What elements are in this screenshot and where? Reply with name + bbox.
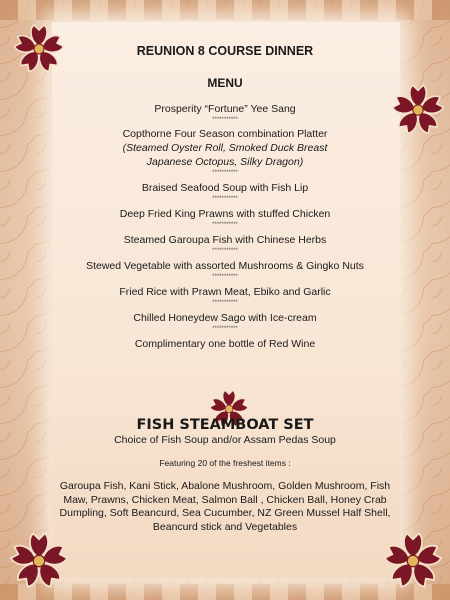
separator: *********** [212,326,238,332]
course-item: Complimentary one bottle of Red Wine [134,338,316,350]
course-item: Prosperity “Fortune” Yee Sang [154,103,296,115]
course-item: Chilled Honeydew Sago with Ice-cream [133,312,317,324]
top-border [0,0,450,20]
flower-icon-top-right [390,82,446,138]
separator: *********** [212,300,238,306]
course-item: Deep Fried King Prawns with stuffed Chicken [119,208,331,220]
separator: *********** [212,274,238,280]
separator: *********** [212,117,238,123]
course-item: Braised Seafood Soup with Fish Lip [141,182,309,194]
steamboat-choice: Choice of Fish Soup and/or Assam Pedas Soup [114,434,336,446]
steamboat-featuring: Featuring 20 of the freshest items : [159,458,291,468]
separator: *********** [212,222,238,228]
course-detail: (Steamed Oyster Roll, Smoked Duck Breast [122,142,328,154]
menu-content [55,40,395,534]
menu-heading: MENU [207,76,243,90]
separator: *********** [212,170,238,176]
separator: *********** [212,196,238,202]
course-item: Steamed Garoupa Fish with Chinese Herbs [123,234,327,246]
course-item: Fried Rice with Prawn Meat, Ebiko and Garlic [119,286,331,298]
flower-icon-bottom-left [8,530,70,592]
separator: *********** [212,248,238,254]
course-item: Stewed Vegetable with assorted Mushrooms & Gingko Nuts [86,260,364,272]
course-item: Copthorne Four Season combination Platter [122,128,328,140]
course-detail: Japanese Octopus, Silky Dragon) [146,156,304,168]
steamboat-ingredients: Garoupa Fish, Kani Stick, Abalone Mushroom, Golden Mushroom, Fish Maw, Prawns, Chicken Meat, Salmon Ball , Chicken Ball, Honey Crab Dumpling, Soft Beancurd, Sea Cucumber, NZ Green Mussel Half Shell, Beancurd stick and Vegetables [59,480,391,533]
flower-icon-bottom-right [382,530,444,592]
menu-title: REUNION 8 COURSE DINNER [136,44,314,58]
course-list [55,102,395,351]
steamboat-title: FISH STEAMBOAT SET [136,417,314,433]
